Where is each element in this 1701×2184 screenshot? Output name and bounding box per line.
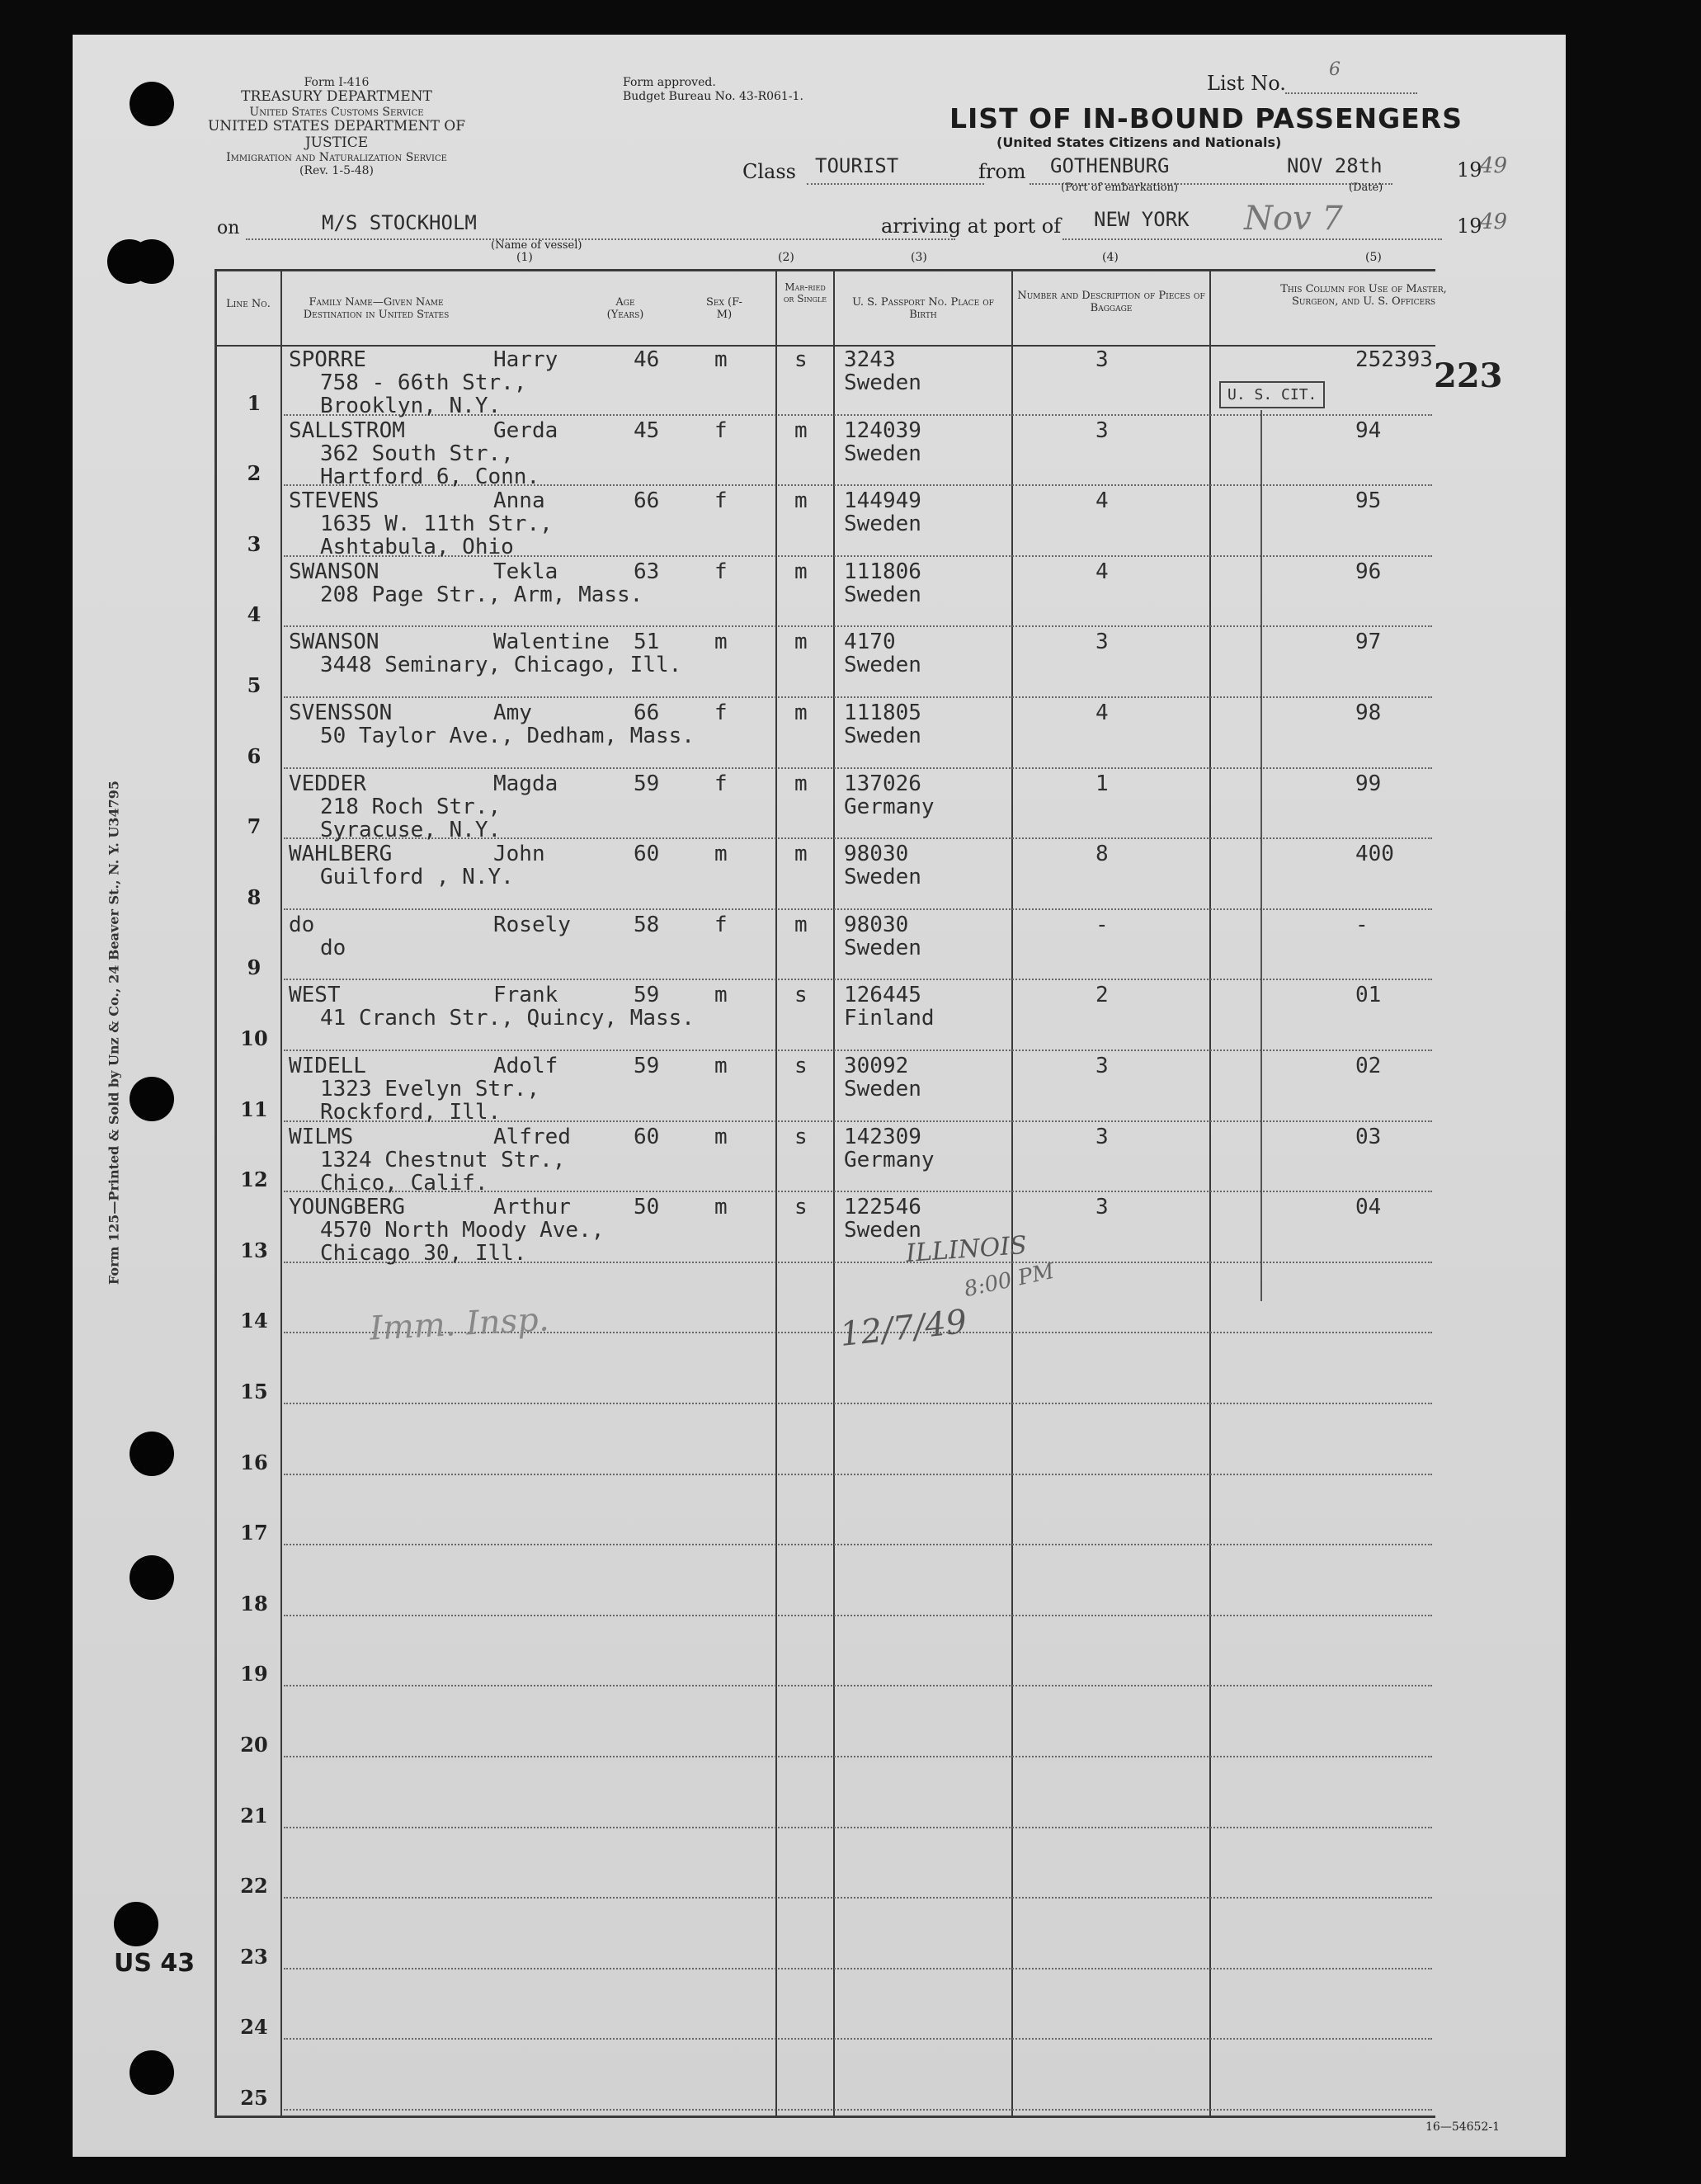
passenger-given-name: Magda [493,771,558,796]
passenger-given-name: Rosely [493,912,571,937]
passenger-passport-no: 98030 [844,842,909,867]
passenger-officer-no: 96 [1355,559,1382,584]
line-number: 3 [247,531,262,556]
passenger-family-name: SALLSTROM [289,417,405,443]
arriving-label: arriving at port of [881,215,1062,238]
on-label: on [217,218,240,238]
passenger-address-line1: 218 Roch Str., [320,794,502,819]
list-no-value: 6 [1329,59,1341,80]
passenger-address-line1: 3448 Seminary, Chicago, Ill. [320,653,682,678]
line-number: 20 [240,1733,268,1757]
passenger-passport-no: 144949 [844,488,921,514]
passenger-address-line1: 4570 North Moody Ave., [320,1218,605,1243]
passenger-birthplace: Sweden [844,724,921,748]
passenger-baggage: 3 [1096,417,1109,443]
line-number: 17 [240,1521,268,1545]
line-number: 4 [247,602,262,627]
passenger-sex: f [714,912,728,937]
passenger-birthplace: Sweden [844,653,921,678]
passenger-sex: m [714,983,728,1008]
row-rule [284,1544,1432,1545]
bottom-right-code: 16—54652-1 [1425,2120,1500,2134]
passenger-baggage: 4 [1096,700,1109,725]
class-value: TOURIST [815,154,899,177]
form-approved: Form approved. [623,76,716,89]
year1-hand: 49 [1480,153,1508,178]
col-div-passport-right [1011,269,1013,2117]
passenger-birthplace: Germany [844,794,935,819]
passenger-address-line2: Syracuse, N.Y. [320,817,502,842]
passenger-age: 50 [634,1195,660,1220]
handwritten-illinois: ILLINOIS [904,1230,1028,1269]
arrival-underline [1063,238,1442,240]
binder-hole [130,1555,174,1600]
line-number: 25 [240,2086,268,2110]
passenger-given-name: Adolf [493,1054,558,1078]
passenger-marital-status: s [794,983,808,1008]
form-number: Form I-416 [304,76,370,89]
passenger-family-name: WILMS [289,1124,354,1149]
passenger-sex: m [714,1124,728,1149]
passenger-passport-no: 142309 [844,1124,921,1149]
table-left-border [214,269,217,2117]
passenger-given-name: Frank [493,983,558,1008]
passenger-address-line2: Chico, Calif. [320,1170,488,1196]
class-label: Class [742,160,796,183]
document-page [73,35,1566,2157]
row-rule [284,1615,1432,1616]
customs-service: United States Customs Service [249,105,424,119]
handwritten-date: 12/7/49 [838,1303,969,1354]
page-title: LIST OF IN-BOUND PASSENGERS [949,102,1463,134]
passenger-passport-no: 126445 [844,983,921,1008]
line-number: 18 [240,1591,268,1616]
passenger-family-name: do [289,912,315,937]
passenger-passport-no: 4170 [844,630,896,655]
passenger-family-name: SWANSON [289,630,379,655]
passenger-baggage: 4 [1096,559,1109,584]
passenger-marital-status: m [794,488,808,514]
table-bottom-border [214,2116,1435,2118]
col-div-line [280,269,282,2117]
passenger-address-line1: 50 Taylor Ave., Dedham, Mass. [320,724,695,748]
passenger-birthplace: Sweden [844,1077,921,1101]
passenger-sex: m [714,630,728,655]
row-rule [284,2038,1432,2040]
passenger-sex: m [714,842,728,867]
passenger-baggage: 3 [1096,347,1109,372]
passenger-officer-no: 252393 [1355,347,1433,372]
passenger-birthplace: Germany [844,1147,935,1172]
class-underline [807,183,984,185]
year2-prefix: 19 [1457,215,1482,238]
row-rule [284,2109,1432,2111]
table-top-border [214,269,1435,271]
justice-dept: UNITED STATES DEPARTMENT OF JUSTICE [207,118,466,151]
passenger-sex: f [714,559,728,584]
binder-hole [130,239,174,284]
embark-date: NOV 28th [1287,154,1383,177]
passenger-age: 63 [634,559,660,584]
line-number: 24 [240,2015,268,2040]
list-no-label: List No. [1207,72,1286,95]
passenger-age: 46 [634,347,660,372]
passenger-address-line1: 362 South Str., [320,441,514,466]
passenger-baggage: 3 [1096,1054,1109,1078]
passenger-address-line1: do [320,935,346,960]
passenger-marital-status: m [794,417,808,443]
passenger-birthplace: Sweden [844,1218,921,1243]
binder-hole [130,2050,174,2095]
passenger-family-name: YOUNGBERG [289,1195,405,1220]
col-num-1: (1) [516,251,533,264]
passenger-marital-status: s [794,1124,808,1149]
passenger-age: 59 [634,771,660,796]
vessel-underline [246,238,955,240]
passenger-sex: f [714,771,728,796]
line-number: 11 [240,1097,268,1121]
passenger-family-name: STEVENS [289,488,379,514]
col-div-married-right [833,269,835,2117]
passenger-family-name: WAHLBERG [289,842,393,867]
passenger-address-line2: Brooklyn, N.Y. [320,394,502,418]
arrival-date-hand: Nov 7 [1244,200,1343,238]
row-rule [284,1968,1432,1969]
form-agency-block [205,76,469,119]
header-line-no: Line No. [226,298,271,310]
officers-bracket [1260,410,1262,1301]
passenger-address-line2: Rockford, Ill. [320,1100,502,1125]
arrival-port: NEW YORK [1094,208,1190,231]
passenger-marital-status: m [794,842,808,867]
row-rule [284,1685,1432,1686]
header-name: Family Name—Given Name Destination in United States [303,296,450,321]
immigration-service: Immigration and Naturalization Service [226,151,447,165]
passenger-officer-no: 98 [1355,700,1382,725]
col-num-2: (2) [778,251,794,264]
passenger-officer-no: 95 [1355,488,1382,514]
passenger-baggage: 8 [1096,842,1109,867]
passenger-address-line1: 1323 Evelyn Str., [320,1077,540,1101]
passenger-passport-no: 30092 [844,1054,909,1078]
passenger-birthplace: Finland [844,1006,935,1031]
line-number: 16 [240,1450,268,1474]
binder-hole [130,1077,174,1121]
passenger-sex: m [714,1195,728,1220]
passenger-birthplace: Sweden [844,441,921,466]
passenger-passport-no: 98030 [844,912,909,937]
passenger-officer-no: 94 [1355,417,1382,443]
line-number: 9 [247,955,262,980]
passenger-family-name: WEST [289,983,341,1008]
passenger-age: 66 [634,700,660,725]
passenger-passport-no: 137026 [844,771,921,796]
line-number: 21 [240,1803,268,1828]
passenger-address-line1: Guilford , N.Y. [320,865,514,890]
line-number: 22 [240,1874,268,1899]
passenger-age: 45 [634,417,660,443]
passenger-officer-no: 03 [1355,1124,1382,1149]
col-num-3: (3) [911,251,927,264]
passenger-birthplace: Sweden [844,512,921,537]
passenger-age: 51 [634,630,660,655]
binder-hole [130,82,174,126]
passenger-baggage: 1 [1096,771,1109,796]
passenger-address-line1: 1324 Chestnut Str., [320,1147,566,1172]
passenger-age: 59 [634,983,660,1008]
passenger-given-name: Arthur [493,1195,571,1220]
passenger-given-name: Alfred [493,1124,571,1149]
passenger-sex: f [714,417,728,443]
side-printer-note: Form 125—Printed & Sold by Unz & Co., 24 Beaver St., N. Y. U34795 [106,780,122,1285]
passenger-officer-no: 99 [1355,771,1382,796]
header-passport: U. S. Passport No. Place of Birth [852,296,994,321]
passenger-officer-no: - [1355,912,1369,937]
passenger-birthplace: Sweden [844,370,921,395]
passenger-officer-no: 97 [1355,630,1382,655]
passenger-marital-status: s [794,347,808,372]
col-div-baggage-right [1209,269,1211,2117]
header-officers: This Column for Use of Master, Surgeon, and U. S. Officers [1280,283,1447,308]
passenger-age: 60 [634,842,660,867]
header-baggage: Number and Description of Pieces of Baggage [1017,290,1205,314]
passenger-passport-no: 124039 [844,417,921,443]
binder-hole [130,1432,174,1476]
passenger-marital-status: m [794,912,808,937]
line-number: 10 [240,1026,268,1050]
row-rule [284,1474,1432,1475]
port-embarkation-caption: (Port of embarkation) [1061,182,1179,194]
date-caption: (Date) [1349,182,1383,194]
passenger-age: 60 [634,1124,660,1149]
passenger-baggage: 2 [1096,983,1109,1008]
passenger-family-name: WIDELL [289,1054,366,1078]
passenger-family-name: SVENSSON [289,700,393,725]
passenger-marital-status: s [794,1195,808,1220]
col-num-4: (4) [1102,251,1119,264]
passenger-address-line1: 758 - 66th Str., [320,370,527,395]
justice-block [196,119,477,177]
budget-bureau: Budget Bureau No. 43-R061-1. [623,89,803,103]
row-rule [284,1897,1432,1899]
from-value: GOTHENBURG [1050,154,1170,177]
line-number: 1 [247,390,262,415]
passenger-officer-no: 04 [1355,1195,1382,1220]
col-div-married-left [775,269,777,2117]
passenger-baggage: - [1096,912,1109,937]
passenger-address-line2: Hartford 6, Conn. [320,464,540,489]
passenger-address-line2: Chicago 30, Ill. [320,1241,527,1267]
approval-block [623,76,803,104]
passenger-age: 58 [634,912,660,937]
binder-hole [114,1902,158,1946]
row-rule [284,1756,1432,1757]
passenger-family-name: SWANSON [289,559,379,584]
form-revision: (Rev. 1-5-48) [299,164,374,178]
passenger-address-line1: 41 Cranch Str., Quincy, Mass. [320,1006,695,1031]
line-number: 7 [247,814,262,839]
passenger-marital-status: m [794,771,808,796]
passenger-marital-status: s [794,1054,808,1078]
passenger-address-line2: Ashtabula, Ohio [320,535,514,560]
us-citizen-stamp: U. S. CIT. [1219,381,1325,408]
line-number: 12 [240,1167,268,1192]
line-number: 14 [240,1309,268,1333]
line-number: 5 [247,673,262,697]
line-number: 6 [247,743,262,768]
passenger-birthplace: Sweden [844,935,921,960]
passenger-passport-no: 111806 [844,559,921,584]
line-number: 2 [247,461,262,486]
passenger-given-name: Amy [493,700,532,725]
passenger-officer-no: 01 [1355,983,1382,1008]
vessel-caption: (Name of vessel) [491,239,582,252]
col-num-5: (5) [1365,251,1382,264]
passenger-age: 59 [634,1054,660,1078]
inspector-signature: Imm. Insp. [368,1300,550,1348]
passenger-given-name: Walentine [493,630,610,655]
passenger-family-name: VEDDER [289,771,366,796]
row-rule [284,1827,1432,1828]
passenger-sex: m [714,347,728,372]
passenger-given-name: Tekla [493,559,558,584]
passenger-baggage: 3 [1096,1124,1109,1149]
passenger-baggage: 3 [1096,630,1109,655]
passenger-passport-no: 3243 [844,347,896,372]
from-label: from [978,160,1026,183]
table-header-rule [214,345,1435,347]
year1-prefix: 19 [1457,158,1482,182]
year2-hand: 49 [1480,210,1508,234]
vessel-name: M/S STOCKHOLM [322,211,477,234]
passenger-birthplace: Sweden [844,582,921,607]
passenger-marital-status: m [794,700,808,725]
passenger-marital-status: m [794,630,808,655]
passenger-sex: m [714,1054,728,1078]
passenger-address-line1: 1635 W. 11th Str., [320,512,553,537]
list-no-underline [1285,92,1417,94]
passenger-passport-no: 111805 [844,700,921,725]
passenger-officer-no: 400 [1355,842,1394,867]
page-number-hand: 223 [1434,356,1503,395]
header-married: Mar-ried or Single [783,281,827,304]
line-number: 19 [240,1662,268,1686]
passenger-officer-no: 02 [1355,1054,1382,1078]
row-rule [284,1403,1432,1404]
page-subtitle: (United States Citizens and Nationals) [997,134,1282,150]
passenger-address-line1: 208 Page Str., Arm, Mass. [320,582,643,607]
passenger-marital-status: m [794,559,808,584]
bottom-left-code: US 43 [114,1949,196,1978]
passenger-birthplace: Sweden [844,865,921,890]
passenger-given-name: Anna [493,488,545,514]
passenger-given-name: John [493,842,545,867]
header-age: Age (Years) [606,296,644,321]
handwritten-time: 8:00 PM [962,1258,1057,1303]
treasury-dept: TREASURY DEPARTMENT [241,88,432,106]
line-number: 15 [240,1380,268,1403]
passenger-given-name: Harry [493,347,558,372]
passenger-given-name: Gerda [493,417,558,443]
passenger-sex: f [714,488,728,514]
passenger-passport-no: 122546 [844,1195,921,1220]
header-sex: Sex (F-M) [706,296,742,321]
passenger-baggage: 4 [1096,488,1109,514]
passenger-age: 66 [634,488,660,514]
passenger-family-name: SPORRE [289,347,366,372]
passenger-baggage: 3 [1096,1195,1109,1220]
passenger-sex: f [714,700,728,725]
line-number: 23 [240,1944,268,1969]
line-number: 8 [247,884,262,909]
line-number: 13 [240,1238,268,1262]
